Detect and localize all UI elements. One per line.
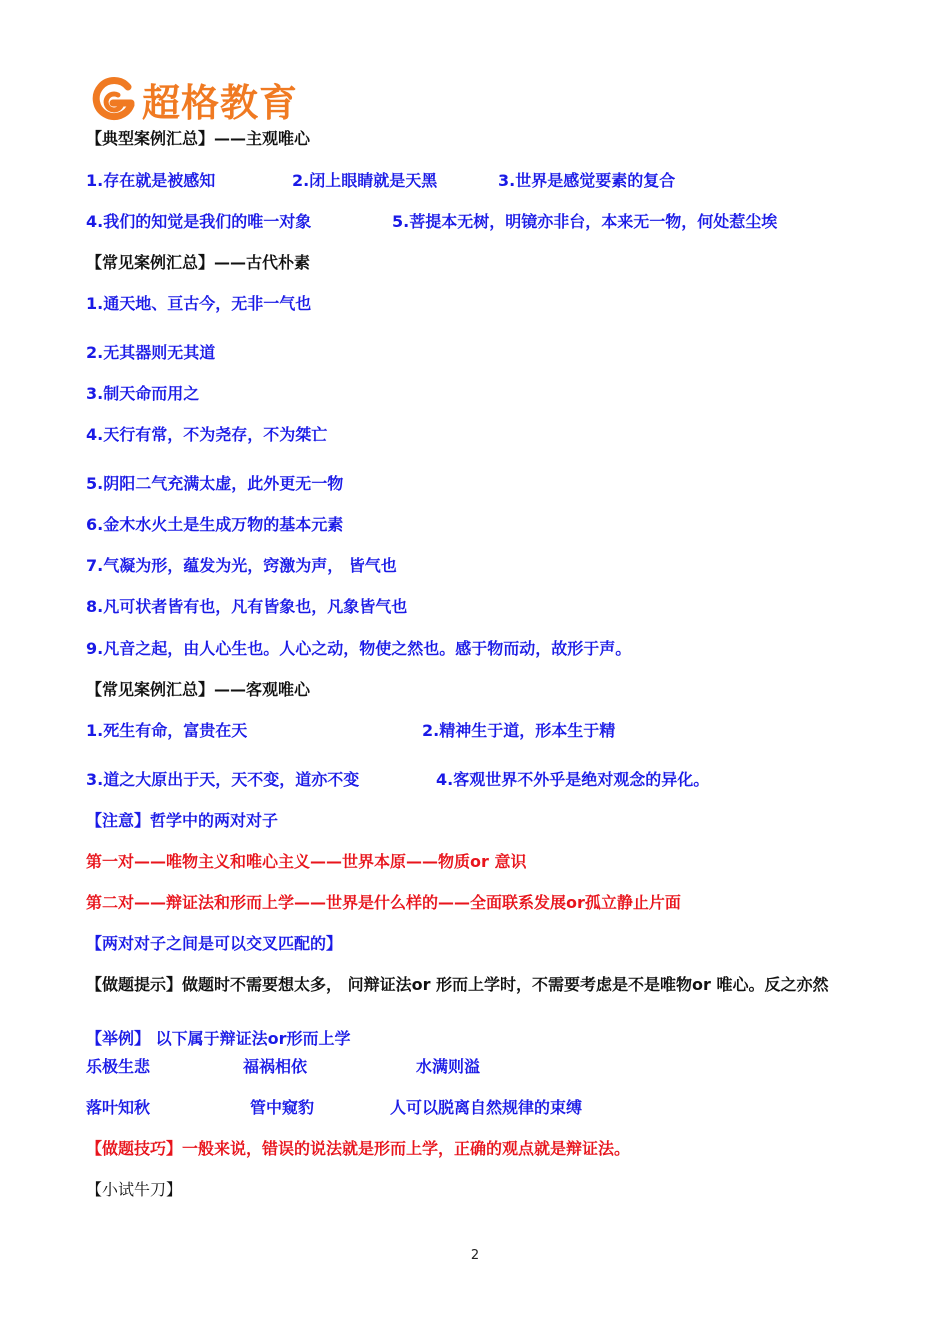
list-item: 7.气凝为形，蕴发为光，窍激为声， 皆气也: [86, 556, 397, 575]
list-item: 2.闭上眼睛就是天黑: [292, 171, 438, 190]
list-item: 1.死生有命，富贵在天: [86, 721, 248, 740]
section-heading-ancient: 【常见案例汇总】——古代朴素: [86, 253, 311, 272]
list-item: 3.世界是感觉要素的复合: [498, 171, 676, 190]
trial-heading: 【小试牛刀】: [86, 1180, 183, 1199]
example-item: 管中窥豹: [250, 1098, 315, 1117]
list-item: 5.菩提本无树，明镜亦非台，本来无一物，何处惹尘埃: [392, 212, 778, 231]
list-item: 9.凡音之起，由人心生也。人心之动，物使之然也。感于物而动，故形于声。: [86, 639, 632, 658]
page-number: 2: [470, 1248, 480, 1263]
example-item: 乐极生悲: [86, 1057, 151, 1076]
list-item: 1.存在就是被感知: [86, 171, 216, 190]
tip-paragraph: 【做题提示】做题时不需要想太多， 问辩证法or 形而上学时，不需要考虑是不是唯物or 唯心。反之亦然: [86, 975, 829, 994]
example-heading: 【举例】 以下属于辩证法or形而上学: [86, 1029, 351, 1048]
example-item: 人可以脱离自然规律的束缚: [390, 1098, 583, 1117]
brand-logo: [88, 72, 298, 127]
list-item: 5.阴阳二气充满太虚，此外更无一物: [86, 474, 344, 493]
list-item: 4.我们的知觉是我们的唯一对象: [86, 212, 312, 231]
list-item: 2.无其器则无其道: [86, 343, 216, 362]
list-item: 6.金木水火土是生成万物的基本元素: [86, 515, 344, 534]
note-heading: 【注意】哲学中的两对对子: [86, 811, 279, 830]
skill-paragraph: 【做题技巧】一般来说，错误的说法就是形而上学，正确的观点就是辩证法。: [86, 1139, 631, 1158]
list-item: 4.天行有常，不为尧存，不为桀亡: [86, 425, 328, 444]
list-item: 2.精神生于道，形本生于精: [422, 721, 616, 740]
list-item: 3.制天命而用之: [86, 384, 200, 403]
example-item: 福祸相依: [243, 1057, 308, 1076]
note-cross-match: 【两对对子之间是可以交叉匹配的】: [86, 934, 343, 953]
logo-g-icon: [88, 75, 138, 125]
note-pair-two: 第二对——辩证法和形而上学——世界是什么样的——全面联系发展or孤立静止片面: [86, 893, 681, 912]
list-item: 4.客观世界不外乎是绝对观念的异化。: [436, 770, 710, 789]
section-heading-subjective: 【典型案例汇总】——主观唯心: [86, 129, 311, 148]
example-item: 落叶知秋: [86, 1098, 151, 1117]
example-item: 水满则溢: [416, 1057, 481, 1076]
section-heading-objective: 【常见案例汇总】——客观唯心: [86, 680, 311, 699]
list-item: 8.凡可状者皆有也，凡有皆象也，凡象皆气也: [86, 597, 408, 616]
note-pair-one: 第一对——唯物主义和唯心主义——世界本原——物质or 意识: [86, 852, 527, 871]
list-item: 3.道之大原出于天，天不变，道亦不变: [86, 770, 360, 789]
logo-text: 超格教育: [142, 81, 299, 125]
list-item: 1.通天地、亘古今，无非一气也: [86, 294, 312, 313]
